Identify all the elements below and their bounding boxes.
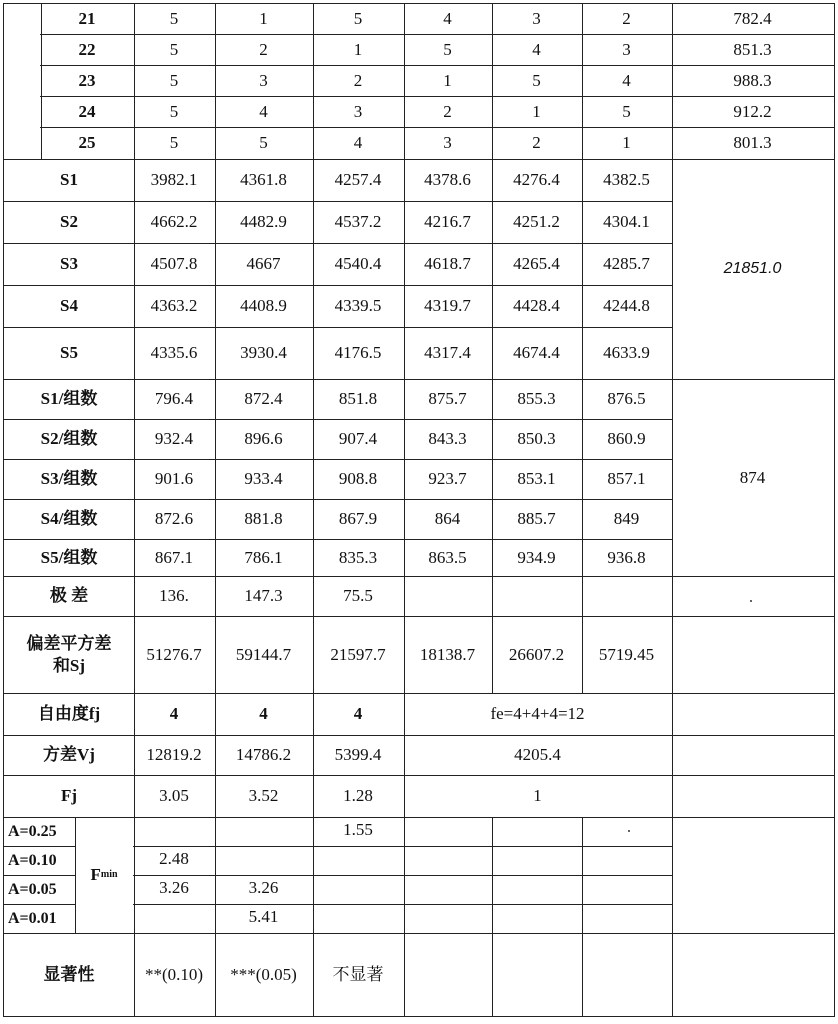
table-cell xyxy=(133,817,216,847)
empty-cell xyxy=(403,576,493,617)
table-cell: 136. xyxy=(133,576,216,617)
empty-cell xyxy=(581,576,673,617)
empty-cell xyxy=(491,933,583,1017)
table-cell: 843.3 xyxy=(403,419,493,460)
table-cell: 932.4 xyxy=(133,419,216,460)
table-cell xyxy=(214,846,314,876)
table-cell: 1 xyxy=(491,96,583,128)
table-cell: 3930.4 xyxy=(214,327,314,380)
table-cell: 4 xyxy=(312,693,405,736)
table-cell: 1.55 xyxy=(312,817,405,847)
left-margin-spacer xyxy=(3,3,42,160)
table-cell: 18138.7 xyxy=(403,616,493,694)
table-cell: 867.1 xyxy=(133,539,216,577)
table-cell: 872.6 xyxy=(133,499,216,540)
average-total-cell: 874 xyxy=(671,379,835,577)
table-cell: 51276.7 xyxy=(133,616,216,694)
table-cell: 5 xyxy=(133,65,216,97)
table-cell: 4285.7 xyxy=(581,243,673,286)
table-cell: 786.1 xyxy=(214,539,314,577)
table-cell: 4378.6 xyxy=(403,159,493,202)
table-cell: 4482.9 xyxy=(214,201,314,244)
table-cell: 867.9 xyxy=(312,499,405,540)
table-cell: 4244.8 xyxy=(581,285,673,328)
table-cell: 3 xyxy=(403,127,493,160)
table-cell: 4662.2 xyxy=(133,201,216,244)
table-cell: 923.7 xyxy=(403,459,493,500)
table-cell: 4 xyxy=(491,34,583,66)
table-cell: 4382.5 xyxy=(581,159,673,202)
empty-cell xyxy=(581,904,673,934)
table-cell: 4265.4 xyxy=(491,243,583,286)
print-speck xyxy=(750,600,752,602)
row-label-s1: S1 xyxy=(3,159,135,202)
table-cell: 4540.4 xyxy=(312,243,405,286)
table-cell: 5 xyxy=(403,34,493,66)
table-cell: 851.8 xyxy=(312,379,405,420)
empty-cell xyxy=(671,576,835,617)
table-cell: 849 xyxy=(581,499,673,540)
table-cell: 4304.1 xyxy=(581,201,673,244)
table-cell: 1 xyxy=(581,127,673,160)
result-cell: 988.3 xyxy=(671,65,835,97)
row-label-f-ratio: Fj xyxy=(3,775,135,818)
table-cell xyxy=(312,904,405,934)
table-cell: 1 xyxy=(312,34,405,66)
table-cell: 4319.7 xyxy=(403,285,493,328)
row-label-s4: S4 xyxy=(3,285,135,328)
table-cell: 4633.9 xyxy=(581,327,673,380)
result-cell: 851.3 xyxy=(671,34,835,66)
table-cell: 3.26 xyxy=(214,875,314,905)
table-cell: 4339.5 xyxy=(312,285,405,328)
table-cell: 5 xyxy=(133,3,216,35)
table-cell: 3.52 xyxy=(214,775,314,818)
empty-cell xyxy=(671,775,835,818)
table-cell: 3 xyxy=(214,65,314,97)
table-cell: 4 xyxy=(133,693,216,736)
alpha-label: A=0.01 xyxy=(3,904,76,934)
empty-cell xyxy=(491,846,583,876)
row-label-s3: S3 xyxy=(3,243,135,286)
result-cell: 782.4 xyxy=(671,3,835,35)
table-cell: 4251.2 xyxy=(491,201,583,244)
empty-cell xyxy=(581,817,673,847)
table-cell: 5 xyxy=(133,127,216,160)
table-cell: 2 xyxy=(581,3,673,35)
table-cell: 796.4 xyxy=(133,379,216,420)
table-cell: 896.6 xyxy=(214,419,314,460)
empty-cell xyxy=(581,875,673,905)
row-number: 21 xyxy=(40,3,135,35)
table-cell: 864 xyxy=(403,499,493,540)
row-number: 22 xyxy=(40,34,135,66)
table-cell: 4335.6 xyxy=(133,327,216,380)
row-label-sum-squares xyxy=(3,616,135,694)
result-cell: 801.3 xyxy=(671,127,835,160)
table-cell: 5399.4 xyxy=(312,735,405,776)
error-dof-cell: fe=4+4+4=12 xyxy=(403,693,673,736)
table-cell: 4 xyxy=(312,127,405,160)
table-cell: 147.3 xyxy=(214,576,314,617)
table-cell: 835.3 xyxy=(312,539,405,577)
table-cell xyxy=(133,904,216,934)
table-cell: 1 xyxy=(214,3,314,35)
table-cell: 3 xyxy=(491,3,583,35)
table-cell: **(0.10) xyxy=(133,933,216,1017)
table-cell: 4 xyxy=(581,65,673,97)
alpha-label: A=0.05 xyxy=(3,875,76,905)
table-cell: 4428.4 xyxy=(491,285,583,328)
table-cell: 4408.9 xyxy=(214,285,314,328)
empty-cell xyxy=(491,817,583,847)
table-cell: 2.48 xyxy=(133,846,216,876)
table-cell: 4537.2 xyxy=(312,201,405,244)
table-cell: 4507.8 xyxy=(133,243,216,286)
table-cell: 860.9 xyxy=(581,419,673,460)
table-cell: ***(0.05) xyxy=(214,933,314,1017)
f-min-letter: F xyxy=(90,865,101,885)
table-cell: 908.8 xyxy=(312,459,405,500)
table-cell: 5 xyxy=(491,65,583,97)
table-cell: 885.7 xyxy=(491,499,583,540)
error-variance-cell: 4205.4 xyxy=(403,735,673,776)
empty-cell xyxy=(581,846,673,876)
row-label-avg-1: S1/组数 xyxy=(3,379,135,420)
row-label-significance: 显著性 xyxy=(3,933,135,1017)
table-cell: 5 xyxy=(581,96,673,128)
empty-cell xyxy=(403,817,493,847)
empty-cell xyxy=(671,933,835,1017)
table-cell: 4216.7 xyxy=(403,201,493,244)
table-cell: 5 xyxy=(133,96,216,128)
table-cell: 4674.4 xyxy=(491,327,583,380)
row-number: 23 xyxy=(40,65,135,97)
table-cell: 881.8 xyxy=(214,499,314,540)
table-cell: 1.28 xyxy=(312,775,405,818)
table-cell: 12819.2 xyxy=(133,735,216,776)
sum-total-cell: 21851.0 xyxy=(671,159,835,380)
empty-cell xyxy=(491,576,583,617)
table-cell: 4618.7 xyxy=(403,243,493,286)
f-min-subscript: min xyxy=(100,868,118,880)
table-cell: 不显著 xyxy=(312,933,405,1017)
empty-cell xyxy=(671,817,835,934)
row-label-s5: S5 xyxy=(3,327,135,380)
table-cell: 2 xyxy=(214,34,314,66)
table-cell: 3 xyxy=(312,96,405,128)
table-cell: 2 xyxy=(491,127,583,160)
table-cell xyxy=(214,817,314,847)
table-cell: 936.8 xyxy=(581,539,673,577)
table-cell: 901.6 xyxy=(133,459,216,500)
row-label-avg-4: S4/组数 xyxy=(3,499,135,540)
empty-cell xyxy=(491,875,583,905)
table-cell: 857.1 xyxy=(581,459,673,500)
row-number: 25 xyxy=(40,127,135,160)
table-cell: 855.3 xyxy=(491,379,583,420)
table-cell: 2 xyxy=(403,96,493,128)
table-cell: 872.4 xyxy=(214,379,314,420)
table-cell: 853.1 xyxy=(491,459,583,500)
table-cell: 4176.5 xyxy=(312,327,405,380)
table-cell: 5719.45 xyxy=(581,616,673,694)
print-speck xyxy=(628,830,630,832)
row-label-dof: 自由度fj xyxy=(3,693,135,736)
empty-cell xyxy=(671,693,835,736)
table-cell: 875.7 xyxy=(403,379,493,420)
row-number: 24 xyxy=(40,96,135,128)
error-f-cell: 1 xyxy=(403,775,673,818)
row-label-avg-2: S2/组数 xyxy=(3,419,135,460)
table-cell: 4276.4 xyxy=(491,159,583,202)
table-cell: 4363.2 xyxy=(133,285,216,328)
table-cell: 863.5 xyxy=(403,539,493,577)
table-cell: 59144.7 xyxy=(214,616,314,694)
table-cell: 4361.8 xyxy=(214,159,314,202)
table-cell: 3 xyxy=(581,34,673,66)
row-label-range: 极 差 xyxy=(3,576,135,617)
row-label-s2: S2 xyxy=(3,201,135,244)
empty-cell xyxy=(403,846,493,876)
empty-cell xyxy=(403,875,493,905)
empty-cell xyxy=(581,933,673,1017)
table-cell: 75.5 xyxy=(312,576,405,617)
row-label-variance: 方差Vj xyxy=(3,735,135,776)
table-cell: 2 xyxy=(312,65,405,97)
row-label-avg-3: S3/组数 xyxy=(3,459,135,500)
table-cell: 934.9 xyxy=(491,539,583,577)
table-cell: 26607.2 xyxy=(491,616,583,694)
f-min-label xyxy=(74,817,135,934)
table-cell: 4 xyxy=(214,96,314,128)
empty-cell xyxy=(491,904,583,934)
sum-squares-label-line2: 和Sj xyxy=(52,655,86,675)
table-cell: 4 xyxy=(214,693,314,736)
alpha-label: A=0.25 xyxy=(3,817,76,847)
sum-squares-label-line1: 偏差平方差 xyxy=(26,634,112,654)
empty-cell xyxy=(403,904,493,934)
table-cell: 3982.1 xyxy=(133,159,216,202)
result-cell: 912.2 xyxy=(671,96,835,128)
table-cell xyxy=(312,875,405,905)
table-cell: 1 xyxy=(403,65,493,97)
table-cell: 4317.4 xyxy=(403,327,493,380)
empty-cell xyxy=(671,616,835,694)
row-label-avg-5: S5/组数 xyxy=(3,539,135,577)
empty-cell xyxy=(403,933,493,1017)
table-cell: 21597.7 xyxy=(312,616,405,694)
table-cell: 4 xyxy=(403,3,493,35)
alpha-label: A=0.10 xyxy=(3,846,76,876)
table-cell: 907.4 xyxy=(312,419,405,460)
table-cell: 5.41 xyxy=(214,904,314,934)
table-cell: 5 xyxy=(133,34,216,66)
table-cell: 5 xyxy=(312,3,405,35)
table-cell xyxy=(312,846,405,876)
table-cell: 3.05 xyxy=(133,775,216,818)
table-cell: 876.5 xyxy=(581,379,673,420)
table-cell: 933.4 xyxy=(214,459,314,500)
empty-cell xyxy=(671,735,835,776)
table-cell: 14786.2 xyxy=(214,735,314,776)
table-cell: 850.3 xyxy=(491,419,583,460)
table-cell: 5 xyxy=(214,127,314,160)
table-cell: 4257.4 xyxy=(312,159,405,202)
table-cell: 3.26 xyxy=(133,875,216,905)
table-cell: 4667 xyxy=(214,243,314,286)
